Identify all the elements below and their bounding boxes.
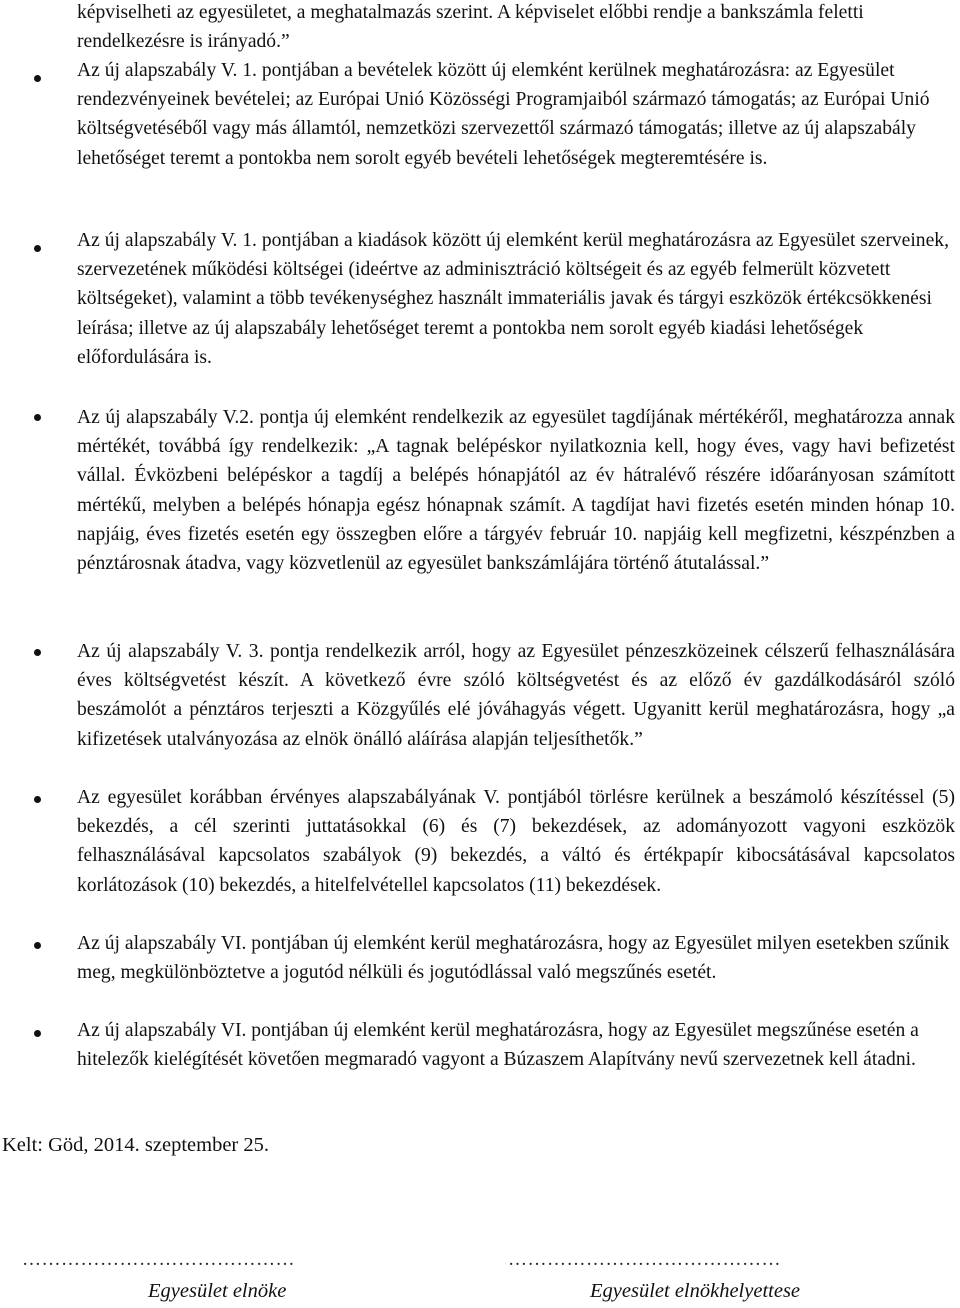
bullet-icon [34,75,41,82]
bullet-paragraph-termination: Az új alapszabály VI. pontjában új elemként kerül meghatározásra, hogy az Egyesület milyen esetekben szűnik meg, megkülönböztetve a jogutód nélküli és jogutódlással való megszűnés esetét. [77,933,950,984]
bullet-paragraph-budget: Az új alapszabály V. 3. pontja rendelkezik arról, hogy az Egyesület pénzeszközeinek célszerű felhasználására éves költségvetést készít. A következő évre szóló költségvetést és az előző év gazdálkodásáról szóló beszámolót a pénztáros terjeszti a Közgyűlés elé jóváhagyás végett. Ugyanitt kerül meghatározásra, hogy „a kifizetések utalványozása az elnök önálló aláírása alapján teljesíthetők.” [77,641,955,750]
signature-line-right: …………………………………… [508,1249,781,1270]
bullet-icon [34,414,41,421]
signature-label-vice-president: Egyesület elnökhelyettese [590,1280,801,1302]
signature-label-president: Egyesület elnöke [148,1280,287,1302]
signature-line-left: …………………………………… [22,1249,295,1270]
date-line: Kelt: Göd, 2014. szeptember 25. [2,1134,270,1156]
bullet-paragraph-membership-fee: Az új alapszabály V.2. pontja új elemként rendelkezik az egyesület tagdíjának mértékéről, meghatározza annak mértékét, továbbá így rendelkezik: „A tagnak belépéskor nyilatkoznia kell, hogy éves, vagy havi befizetést vállal. Évközbeni belépéskor a tagdíj a belépés hónapjától az év hátralévő részére időarányosan számított mértékű, melyben a belépés hónapja egész hónapnak számít. A tagdíjat havi fizetés esetén minden hónap 10. napjáig, éves fizetés esetén egy összegben előre a tárgyév február 10. napjáig kell megfizetni, készpénzben a pénztárosnak átadva, vagy közvetlenül az egyesület bankszámlájára történő átutalással.” [77,407,955,575]
bullet-icon [34,245,41,252]
bullet-paragraph-income: Az új alapszabály V. 1. pontjában a bevételek között új elemként kerülnek meghatározásra: az Egyesület rendezvényeinek bevételei; az Európai Unió Közösségi Programjaiból származó támogatás; az Európai Unió költségvetéséből vagy más államtól, nemzetközi szervezettől származó támogatás; illetve az új alapszabály lehetőséget teremt a pontokba nem sorolt egyéb bevételi lehetőségek megteremtésére is. [77,60,930,169]
bullet-icon [34,796,41,803]
continuation-paragraph: képviselheti az egyesületet, a meghatalmazás szerint. A képviselet előbbi rendje a bankszámla feletti rendelkezésre is irányadó.” [77,2,864,53]
bullet-icon [34,649,41,656]
bullet-paragraph-assets: Az új alapszabály VI. pontjában új elemként kerül meghatározásra, hogy az Egyesület megszűnése esetén a hitelezők kielégítését követően megmaradó vagyont a Búzaszem Alapítvány nevű szervezetnek kell átadni. [77,1020,919,1071]
bullet-paragraph-deletions: Az egyesület korábban érvényes alapszabályának V. pontjából törlésre kerülnek a beszámoló készítéssel (5) bekezdés, a cél szerinti juttatásokkal (6) és (7) bekezdések, az adományozott vagyoni eszközök felhasználásával kapcsolatos szabályok (9) bekezdés, a váltó és értékpapír kibocsátásával kapcsolatos korlátozások (10) bekezdés, a hitelfelvétellel kapcsolatos (11) bekezdések. [77,787,955,896]
bullet-icon [34,1030,41,1037]
bullet-paragraph-expenses: Az új alapszabály V. 1. pontjában a kiadások között új elemként kerül meghatározásra az Egyesület szerveinek, szervezetének működési költségei (ideértve az adminisztráció költségeit és az egyéb felmerült közvetett költségeket), valamint a több tevékenységhez használt immateriális javak és tárgyi eszközök értékcsökkenési leírása; illetve az új alapszabály lehetőséget teremt a pontokba nem sorolt egyéb kiadási lehetőségek előfordulására is. [77,230,949,368]
bullet-icon [34,942,41,949]
